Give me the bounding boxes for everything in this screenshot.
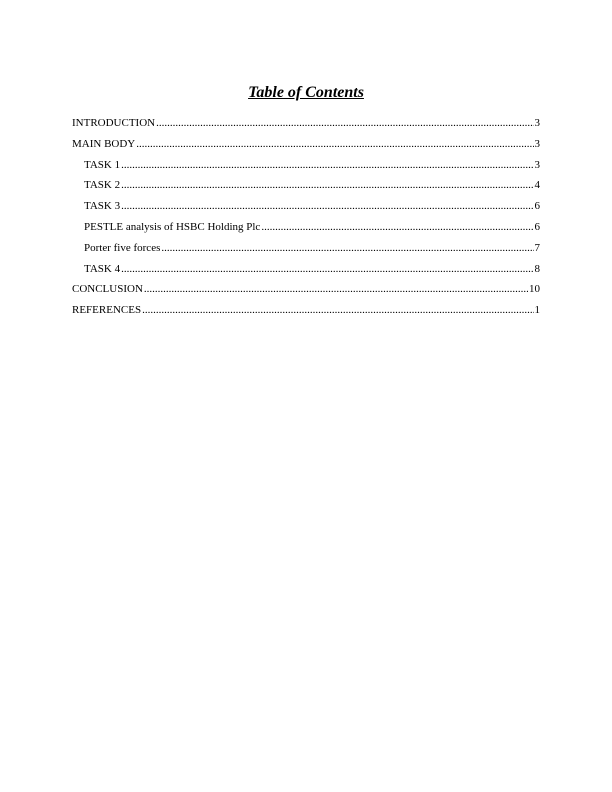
toc-entry-label: TASK 4: [84, 262, 121, 275]
toc-dot-leader: [144, 282, 528, 296]
toc-entry-references[interactable]: [72, 303, 540, 324]
toc-dot-leader: [142, 303, 533, 317]
toc-dot-leader: [156, 116, 533, 130]
toc-entry-task-2[interactable]: [72, 178, 540, 199]
toc-page-number: 10: [529, 283, 540, 296]
toc-entry-label: MAIN BODY: [72, 137, 136, 150]
toc-entry-label: INTRODUCTION: [72, 117, 156, 129]
toc-entry-label: PESTLE analysis of HSBC Holding Plc: [84, 220, 261, 233]
toc-page-number: 7: [534, 241, 540, 254]
toc-dot-leader: [121, 262, 533, 276]
toc-page-number: 6: [534, 220, 540, 233]
toc-entry-task-1[interactable]: [72, 158, 540, 179]
toc-page-number: 3: [534, 137, 540, 150]
toc-entry-conclusion[interactable]: [72, 282, 540, 303]
toc-entry-label: TASK 3: [84, 200, 121, 213]
toc-entry-pestle-analysis[interactable]: [72, 220, 540, 241]
table-of-contents: [72, 116, 540, 324]
toc-entry-task-3[interactable]: [72, 199, 540, 220]
toc-dot-leader: [121, 199, 533, 213]
toc-dot-leader: [161, 241, 533, 255]
toc-entry-task-4[interactable]: [72, 262, 540, 283]
toc-page-number: 1: [534, 304, 540, 317]
toc-entry-label: TASK 2: [84, 179, 121, 192]
toc-entry-label: REFERENCES: [72, 304, 142, 317]
toc-page-number: 6: [534, 200, 540, 213]
toc-page-number: 4: [534, 179, 540, 192]
toc-entry-label: CONCLUSION: [72, 283, 143, 296]
toc-entry-main-body[interactable]: [72, 137, 540, 158]
toc-dot-leader: [261, 220, 533, 234]
toc-dot-leader: [121, 158, 533, 172]
toc-page-number: 8: [534, 262, 540, 275]
toc-page-number: 3: [534, 117, 540, 129]
toc-entry-label: TASK 1: [84, 158, 121, 171]
toc-entry-label: Porter five forces: [84, 241, 161, 254]
toc-dot-leader: [136, 137, 533, 151]
toc-page-number: 3: [534, 158, 540, 171]
page-title: Table of Contents: [248, 84, 364, 101]
toc-dot-leader: [121, 178, 533, 192]
toc-entry-introduction[interactable]: [72, 116, 540, 137]
toc-entry-porter-five-forces[interactable]: [72, 241, 540, 262]
